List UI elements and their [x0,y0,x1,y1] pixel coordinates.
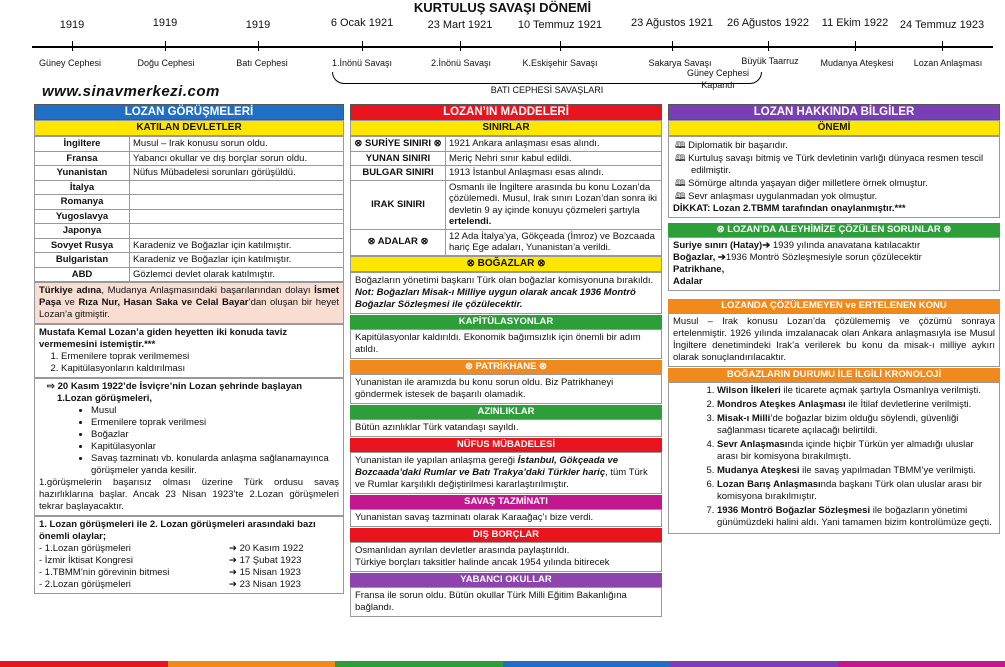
timeline-tick [165,41,166,51]
kronoloji-text: nda başkanı Türk olan uluslar arası bir komisyona bırakılmıştır. [717,479,983,502]
event-date: ➔ 20 Kasım 1922 [229,543,304,554]
kronoloji-item [717,465,995,477]
patrikhane-body: Yunanistan ile aramızda bu konu sorun oldu. Biz Patrikhaneyi göndermek istesek de başarılı olamadık. [350,374,662,404]
kronoloji-item [717,479,995,503]
event-date: ➔ 15 Nisan 1923 [229,567,301,578]
mubadele-body: Yunanistan ile yapılan anlaşma gereği İstanbul, Gökçeada ve Bozcaada’daki Rumlar ve Batı Trakya’daki Türkler hariç, tüm Türk ve Rumlar karşılıklı değiştirilmesi kararlaştırılmıştır. [350,452,662,494]
kronoloji-item [717,439,995,463]
timeline-event: 2.İnönü Savaşı [430,58,492,68]
timeline-axis [32,46,993,48]
delegation-note: Türkiye adına, Mudanya Anlaşmasındaki başarılarından dolayı İsmet Paşa ve Rıza Nur, Hasan Saka ve Celal Bayar’dan oluşan bir heyet Lozan’a gitmiştir. [34,282,344,324]
dis-borclar-header: DIŞ BORÇLAR [350,528,662,542]
event-date: ➔ 23 Nisan 1923 [229,579,301,590]
list-item: 1. Ermenilere toprak verilmemesi [61,351,339,363]
timeline-tick [942,41,943,51]
ertelenen-header: LOZANDA ÇÖZÜLEMEYEN ve ERTELENEN KONU [668,299,1000,313]
patrikhane-header: ⊗ PATRİKHANE ⊗ [350,360,662,374]
event-name: - 1.TBMM’nin görevinin bitmesi [39,567,170,578]
timeline-tick [362,41,363,51]
onemi-body: 🕮 Diplomatik bir başarıdır. 🕮 Kurtuluş savaşı bitmiş ve Türk devletinin varlığı dünyaca resmen tescil edilmiştir. 🕮 Sömürge altında yaşayan diğer milletlere örnek olmuştur. 🕮 Sevr anlaşması uygulanmadan yok olmuştur. DİKKAT: Lozan 2.TBMM tarafından onaylanmıştır.*** [668,136,1000,218]
book-icon: 🕮 [675,153,689,163]
okullar-body: Fransa ile sorun oldu. Bütün okullar Türk Milli Eğitim Bakanlığına bağlandı. [350,587,662,617]
azinliklar-header: AZINLIKLAR [350,405,662,419]
column-title: LOZAN GÖRÜŞMELERİ [34,104,344,120]
kronoloji-text: ile savaş yapılmadan TBMM’ye verilmişti. [799,465,976,476]
state-note: Yabancı okullar ve dış borçlar sorun oldu. [130,151,344,166]
kronoloji-key: Sevr Anlaşması [717,439,788,450]
list-item: • Savaş tazminatı vb. konularda anlaşma sağlanamayınca görüşmeler yarıda kesilir. [91,453,339,477]
kronoloji-item [717,505,995,529]
list-item: • Musul [91,405,339,417]
event-row [39,543,339,555]
event-date: ➔ 17 Şubat 1923 [229,555,302,566]
state-note: Karadeniz ve Boğazlar için katılmıştır. [130,253,344,268]
bogazlar-header: ⊗ BOĞAZLAR ⊗ [350,256,662,272]
kronoloji-key: Lozan Barış Anlaşması [717,479,821,490]
border-name: YUNAN SINIRI [351,151,446,166]
brace-label: BATI CEPHESİ SAVAŞLARI [490,85,604,95]
border-name: BULGAR SINIRI [351,166,446,181]
event-row [39,555,339,567]
kronoloji-key: Wilson İlkeleri [717,385,781,396]
timeline-event: Sakarya Savaşı [648,58,712,68]
state-name: Romanya [35,195,130,210]
kronoloji-body [668,382,1000,534]
list-item: • Boğazlar [91,429,339,441]
mk-demands: Mustafa Kemal Lozan’a giden heyetten iki konuda taviz vermemesini istemiştir.*** 1. Ermenilere toprak verilmemesi 2. Kapitülasyonların kaldırılması [34,324,344,378]
kapitulasyonlar-body: Kapitülasyonlar kaldırıldı. Ekonomik bağımsızlık için önemli bir adım atıldı. [350,329,662,359]
event-row [39,579,339,591]
state-row [35,180,344,195]
state-note [130,224,344,239]
kronoloji-text: ile İtilaf devletlerine verilmişti. [845,399,972,410]
state-note: Nüfus Mübadelesi sorunları görüşüldü. [130,166,344,181]
timeline-title: KURTULUŞ SAVAŞI DÖNEMİ [413,0,592,15]
list-item: • Kapitülasyonlar [91,441,339,453]
timeline-year: 11 Ekim 1922 [821,17,889,29]
timeline-year: 1919 [152,17,178,29]
event-name: - İzmir İktisat Kongresi [39,555,133,566]
event-name: - 2.Lozan görüşmeleri [39,579,131,590]
timeline-year: 6 Ocak 1921 [330,17,394,29]
state-name: ABD [35,267,130,282]
mubadele-header: NÜFUS MÜBADELESİ [350,438,662,452]
border-name: ⊗ SURİYE SINIRI ⊗ [351,137,446,152]
state-row [35,267,344,282]
onem-text: Sevr anlaşması uygulanmadan yok olmuştur. [688,191,878,202]
kronoloji-text: ile boğazların yönetimi günümüzdeki halini aldı. Yani tamamen bizim kontrolümüze geçti. [717,505,992,528]
border-note: 1913 İstanbul Anlaşması esas alındı. [446,166,662,181]
timeline-event: Doğu Cephesi [137,58,195,68]
book-icon: 🕮 [675,140,689,150]
kronoloji-key: Mudanya Ateşkesi [717,465,800,476]
column-title: LOZAN’IN MADDELERİ [350,104,662,120]
azinliklar-body: Bütün azınlıklar Türk vatandaşı sayıldı. [350,419,662,437]
state-note: Gözlemci devlet olarak katılmıştır. [130,267,344,282]
timeline-tick [258,41,259,51]
state-note [130,209,344,224]
border-note: 1921 Ankara anlaşması esas alındı. [446,137,662,152]
kronoloji-key: Misak-ı Milli [717,413,771,424]
state-name: Japonya [35,224,130,239]
brace [332,72,762,84]
state-name: Yugoslavya [35,209,130,224]
onem-item [673,152,995,177]
list-item: 2. Kapitülasyonların kaldırılması [61,363,339,375]
timeline-year: 1919 [245,19,271,31]
onem-item [673,177,995,190]
kapitulasyonlar-header: KAPİTÜLASYONLAR [350,315,662,329]
state-name: İngiltere [35,137,130,152]
timeline-year: 1919 [59,19,85,31]
tazminat-header: SAVAŞ TAZMİNATI [350,495,662,509]
timeline-tick [855,41,856,51]
onem-text: Diplomatik bir başarıdır. [688,140,788,151]
ertelenen-body: Musul – Irak konusu Lozan’da çözülememiş ve çözümü sonraya ertelenmiştir. 1926 yılında imzalanacak olan Ankara anlaşmasıyla ise Musul İngiltere denetimindeki Irak’a verilerek bu konu da misak-ı milliye aykırı olarak sonuçlandırılacaktır. [668,313,1000,367]
border-row [351,137,662,152]
kronoloji-header: BOĞAZLARIN DURUMU İLE İLGİLİ KRONOLOJİ [668,368,1000,382]
book-icon: 🕮 [675,191,689,201]
state-row [35,137,344,152]
state-row [35,224,344,239]
state-note: Musul – Irak konusu sorun oldu. [130,137,344,152]
kronoloji-key: 1936 Montrö Boğazlar Sözleşmesi [717,505,871,516]
state-row [35,151,344,166]
onem-text: Sömürge altında yaşayan diğer milletlere örnek olmuştur. [688,178,928,189]
timeline-year: 26 Ağustos 1922 [727,17,809,29]
timeline-tick [460,41,461,51]
book-icon: 🕮 [675,178,689,188]
tazminat-body: Yunanistan savaş tazminatı olarak Karaağaç’ı bize verdi. [350,509,662,527]
state-note [130,180,344,195]
kronoloji-item [717,413,995,437]
aleyhimize-body: Suriye sınırı (Hatay)➔ 1939 yılında anavatana katılacaktır Boğazlar, ➔1936 Montrö Sözleşmesiyle sorun çözülecektir Patrikhane, Adalar [668,237,1000,291]
section-header: ÖNEMİ [668,120,1000,136]
kronoloji-text: nda içinde hiçbir Türkün yer almadığı uluslar arası bir komisyona bırakılmıştı. [717,439,974,462]
aleyhimize-header: ⊗ LOZAN’DA ALEYHİMİZE ÇÖZÜLEN SORUNLAR ⊗ [668,223,1000,237]
event-row [39,567,339,579]
onem-item [673,190,995,203]
timeline-year: 23 Ağustos 1921 [631,17,713,29]
site-logo: www.sinavmerkezi.com [42,83,220,100]
border-row [351,166,662,181]
kronoloji-item [717,385,995,397]
state-name: Yunanistan [35,166,130,181]
border-row [351,151,662,166]
timeline-tick [560,41,561,51]
onem-text: Kurtuluş savaşı bitmiş ve Türk devletinin varlığı dünyaca resmen tescil edilmiştir. [688,153,984,176]
state-row [35,238,344,253]
lozan-maddeleri-column [350,104,662,617]
timeline-tick [672,41,673,51]
state-row [35,166,344,181]
footer-bar [0,661,1005,667]
first-talks: ⇨ 20 Kasım 1922’de İsviçre’nin Lozan şehrinde başlayan 1.Lozan görüşmeleri, • Musul • Ermenilere toprak verilmesi • Boğazlar • Kapitülasyonlar • Savaş tazminatı vb. konularda anlaşma sağlanamayınca görüşmeler yarıda kesilir. 1.görüşmelerin başarısız olması üzerine Türk ordusu savaş hazırlıklarına başlar. Ancak 23 Nisan 1923’te 2.Lozan görüşmeleri tekrar başlayacaktır. [34,378,344,516]
onem-item [673,139,995,152]
kronoloji-text: ’de boğazlar bizim olduğu söylendi, güvenliği sağlanması ticarete açılacağı belirtildi. [717,413,959,436]
timeline-event: Büyük Taarruz [741,56,799,66]
timeline-event: Batı Cephesi [236,58,288,68]
lozan-gorusmeleri-column [34,104,344,594]
timeline-event: 1.İnönü Savaşı [331,58,393,68]
state-name: Fransa [35,151,130,166]
bogazlar-body: Boğazların yönetimi başkanı Türk olan boğazlar komisyonuna bırakıldı. Not: Boğazları Misak-ı Milliye uygun olarak ancak 1936 Montrö Boğazlar Sözleşmesi ile çözülecektir. [350,272,662,314]
timeline-year: 23 Mart 1921 [427,19,493,31]
state-name: Sovyet Rusya [35,238,130,253]
timeline-event: K.Eskişehir Savaşı [522,58,598,68]
timeline-event: Mudanya Ateşkesi [820,58,894,68]
kronoloji-item [717,399,995,411]
dis-borclar-body: Osmanlıdan ayrılan devletler arasında paylaştırıldı. Türkiye borçları taksitler halinde ancak 1954 yılında bitirecek [350,542,662,572]
kronoloji-key: Mondros Ateşkes Anlaşması [717,399,846,410]
state-name: Bulgaristan [35,253,130,268]
state-note [130,195,344,210]
timeline-event: Güney Cephesi [686,68,750,78]
timeline-tick [72,41,73,51]
list-item: • Ermenilere toprak verilmesi [91,417,339,429]
section-header: KATILAN DEVLETLER [34,120,344,136]
states-table [34,136,344,282]
state-row [35,253,344,268]
border-note: Meriç Nehri sınır kabul edildi. [446,151,662,166]
timeline-event: Güney Cephesi [38,58,102,68]
section-header: SINIRLAR [350,120,662,136]
timeline-tick [768,41,769,51]
timeline-event: Kapandı [701,80,735,90]
timeline-event: Lozan Anlaşması [913,58,983,68]
interim-events: 1. Lozan görüşmeleri ile 2. Lozan görüşmeleri arasındaki bazı önemli olaylar; - 1.Lozan görüşmeleri ➔ 20 Kasım 1922 - İzmir İktisat Kongresi ➔ 17 Şubat 1923 - 1.TBMM’nin görevinin bitmesi ➔ 15 Nisan 1923 - 2.Lozan görüşmeleri ➔ 23 Nisan 1923 [34,516,344,594]
state-note: Karadeniz ve Boğazlar için katılmıştır. [130,238,344,253]
state-row [35,209,344,224]
borders-table: ⊗ SURİYE SINIRI ⊗ 1921 Ankara anlaşması esas alındı. YUNAN SINIRI Meriç Nehri sınır kabul edildi. BULGAR SINIRI 1913 İstanbul Anlaşması esas alındı. IRAK SINIRI Osmanlı ile İngiltere arasında bu konu Lozan’da çözülemedi. Musul, Irak sınırı Lozan’dan sonra iki devletin 9 ay içinde konuyu çözmeleri şartıyla ertelendi. ⊗ ADALAR ⊗ 12 Ada İtalya’ya, Gökçeada (İmroz) ve Bozcaada hariç Ege adaları, Yunanistan’a verildi. [350,136,662,256]
kronoloji-text: ile ticarete açmak şartıyla Osmanlıya verilmişti. [780,385,981,396]
state-name: İtalya [35,180,130,195]
lozan-bilgiler-column [668,104,1000,534]
timeline-year: 24 Temmuz 1923 [899,19,985,31]
okullar-header: YABANCI OKULLAR [350,573,662,587]
event-name: - 1.Lozan görüşmeleri [39,543,131,554]
state-row [35,195,344,210]
column-title: LOZAN HAKKINDA BİLGİLER [668,104,1000,120]
timeline-year: 10 Temmuz 1921 [517,19,603,31]
